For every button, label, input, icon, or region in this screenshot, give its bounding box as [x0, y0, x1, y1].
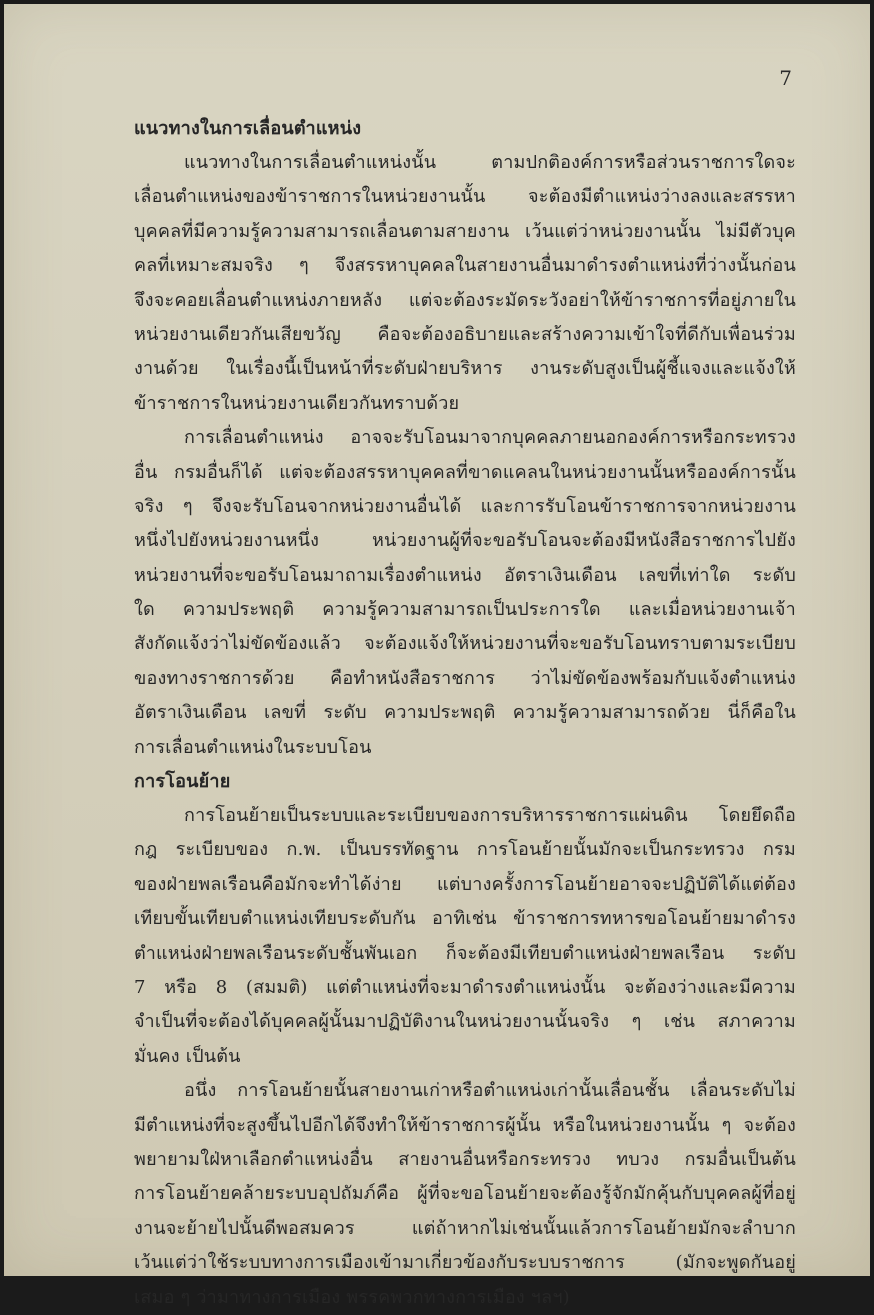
text-line: จริง ๆ จึงจะรับโอนจากหน่วยงานอื่นได้ และการรับโอนข้าราชการจากหน่วยงาน: [134, 495, 796, 517]
text-line: มีตำแหน่งที่จะสูงขึ้นไปอีกได้จึงทำให้ข้าราชการผู้นั้น หรือในหน่วยงานนั้น ๆ จะต้อง: [134, 1114, 796, 1136]
text-line: ข้าราชการในหน่วยงานเดียวกันทราบด้วย: [134, 392, 460, 414]
text-line: การเลื่อนตำแหน่ง อาจจะรับโอนมาจากบุคคลภายนอกองค์การหรือกระทรวง: [184, 427, 796, 449]
text-line: เลื่อนตำแหน่งของข้าราชการในหน่วยงานนั้น จะต้องมีตำแหน่งว่างลงและสรรหา: [134, 186, 796, 208]
text-line: งานจะย้ายไปนั้นดีพอสมควร แต่ถ้าหากไม่เช่นนั้นแล้วการโอนย้ายมักจะลำบาก: [134, 1217, 796, 1239]
paragraph: [134, 1074, 796, 1315]
text-line: มั่นคง เป็นต้น: [134, 1045, 241, 1067]
text-line: หน่วยงานที่จะขอรับโอนมาถามเรื่องตำแหน่ง อัตราเงินเดือน เลขที่เท่าใด ระดับ: [134, 564, 796, 586]
text-line: ใด ความประพฤติ ความรู้ความสามารถเป็นประการใด และเมื่อหน่วยงานเจ้า: [134, 599, 796, 621]
text-line: อื่น กรมอื่นก็ได้ แต่จะต้องสรรหาบุคคลที่ขาดแคลนในหน่วยงานนั้นหรือองค์การนั้น: [134, 461, 796, 483]
text-line: เสมอ ๆ ว่ามาทางการเมือง พรรคพวกทางการเมือง ฯลฯ): [134, 1286, 570, 1308]
paragraph: [134, 799, 796, 1074]
text-line: หนึ่งไปยังหน่วยงานหนึ่ง หน่วยงานผู้ที่จะขอรับโอนจะต้องมีหนังสือราชการไปยัง: [134, 530, 796, 552]
text-line: ของทางราชการด้วย คือทำหนังสือราชการ ว่าไม่ขัดข้องพร้อมกับแจ้งตำแหน่ง: [134, 667, 796, 689]
document-body: [134, 112, 796, 1315]
text-line: คลที่เหมาะสมจริง ๆ จึงสรรหาบุคคลในสายงานอื่นมาดำรงตำแหน่งที่ว่างนั้นก่อน: [134, 255, 796, 277]
text-line: จำเป็นที่จะต้องได้บุคคลผู้นั้นมาปฏิบัติงานในหน่วยงานนั้นจริง ๆ เช่น สภาความ: [134, 1011, 796, 1033]
text-line: กฎ ระเบียบของ ก.พ. เป็นบรรทัดฐาน การโอนย้ายนั้นมักจะเป็นกระทรวง กรม: [134, 839, 796, 861]
document-page: [4, 4, 870, 1308]
text-line: หน่วยงานเดียวกันเสียขวัญ คือจะต้องอธิบายและสร้างความเข้าใจที่ดีกับเพื่อนร่วม: [134, 323, 796, 345]
text-line: อนึ่ง การโอนย้ายนั้นสายงานเก่าหรือตำแหน่งเก่านั้นเลื่อนชั้น เลื่อนระดับไม่: [184, 1080, 796, 1102]
section-heading: การโอนย้าย: [134, 771, 231, 793]
text-line: 7 หรือ 8 (สมมติ) แต่ตำแหน่งที่จะมาดำรงตำแหน่งนั้น จะต้องว่างและมีความ: [134, 976, 796, 998]
text-line: งานด้วย ในเรื่องนี้เป็นหน้าที่ระดับฝ่ายบริหาร งานระดับสูงเป็นผู้ชี้แจงและแจ้งให้: [134, 358, 796, 380]
text-line: การเลื่อนตำแหน่งในระบบโอน: [134, 736, 372, 758]
text-line: แนวทางในการเลื่อนตำแหน่งนั้น ตามปกติองค์การหรือส่วนราชการใดจะ: [184, 152, 796, 173]
paragraph: [134, 146, 796, 421]
section-heading: แนวทางในการเลื่อนตำแหน่ง: [134, 118, 362, 139]
paragraph: [134, 421, 796, 765]
text-line: ของฝ่ายพลเรือนคือมักจะทำได้ง่าย แต่บางครั้งการโอนย้ายอาจจะปฏิบัติได้แต่ต้อง: [134, 873, 796, 895]
text-line: บุคคลที่มีความรู้ความสามารถเลื่อนตามสายงาน เว้นแต่ว่าหน่วยงานนั้น ไม่มีตัวบุค: [134, 220, 796, 242]
text-line: สังกัดแจ้งว่าไม่ขัดข้องแล้ว จะต้องแจ้งให้หน่วยงานที่จะขอรับโอนทราบตามระเบียบ: [134, 633, 796, 655]
text-line: การโอนย้ายเป็นระบบและระเบียบของการบริหารราชการแผ่นดิน โดยยึดถือ: [184, 805, 796, 827]
text-line: เว้นแต่ว่าใช้ระบบทางการเมืองเข้ามาเกี่ยวข้องกับระบบราชการ (มักจะพูดกันอยู่: [134, 1252, 796, 1274]
text-line: เทียบขั้นเทียบตำแหน่งเทียบระดับกัน อาทิเช่น ข้าราชการทหารขอโอนย้ายมาดำรง: [134, 908, 796, 930]
text-line: ตำแหน่งฝ่ายพลเรือนระดับชั้นพันเอก ก็จะต้องมีเทียบตำแหน่งฝ่ายพลเรือน ระดับ: [134, 942, 796, 964]
text-line: จึงจะคอยเลื่อนตำแหน่งภายหลัง แต่จะต้องระมัดระวังอย่าให้ข้าราชการที่อยู่ภายใน: [134, 289, 796, 311]
text-line: พยายามใฝ่หาเลือกตำแหน่งอื่น สายงานอื่นหรือกระทรวง ทบวง กรมอื่นเป็นต้น: [134, 1148, 796, 1170]
page-number: 7: [779, 66, 792, 90]
text-line: อัตราเงินเดือน เลขที่ ระดับ ความประพฤติ ความรู้ความสามารถด้วย นี่ก็คือใน: [134, 702, 796, 724]
text-line: การโอนย้ายคล้ายระบบอุปถัมภ์คือ ผู้ที่จะขอโอนย้ายจะต้องรู้จักมักคุ้นกับบุคคลผู้ที่อยู่: [134, 1183, 796, 1205]
